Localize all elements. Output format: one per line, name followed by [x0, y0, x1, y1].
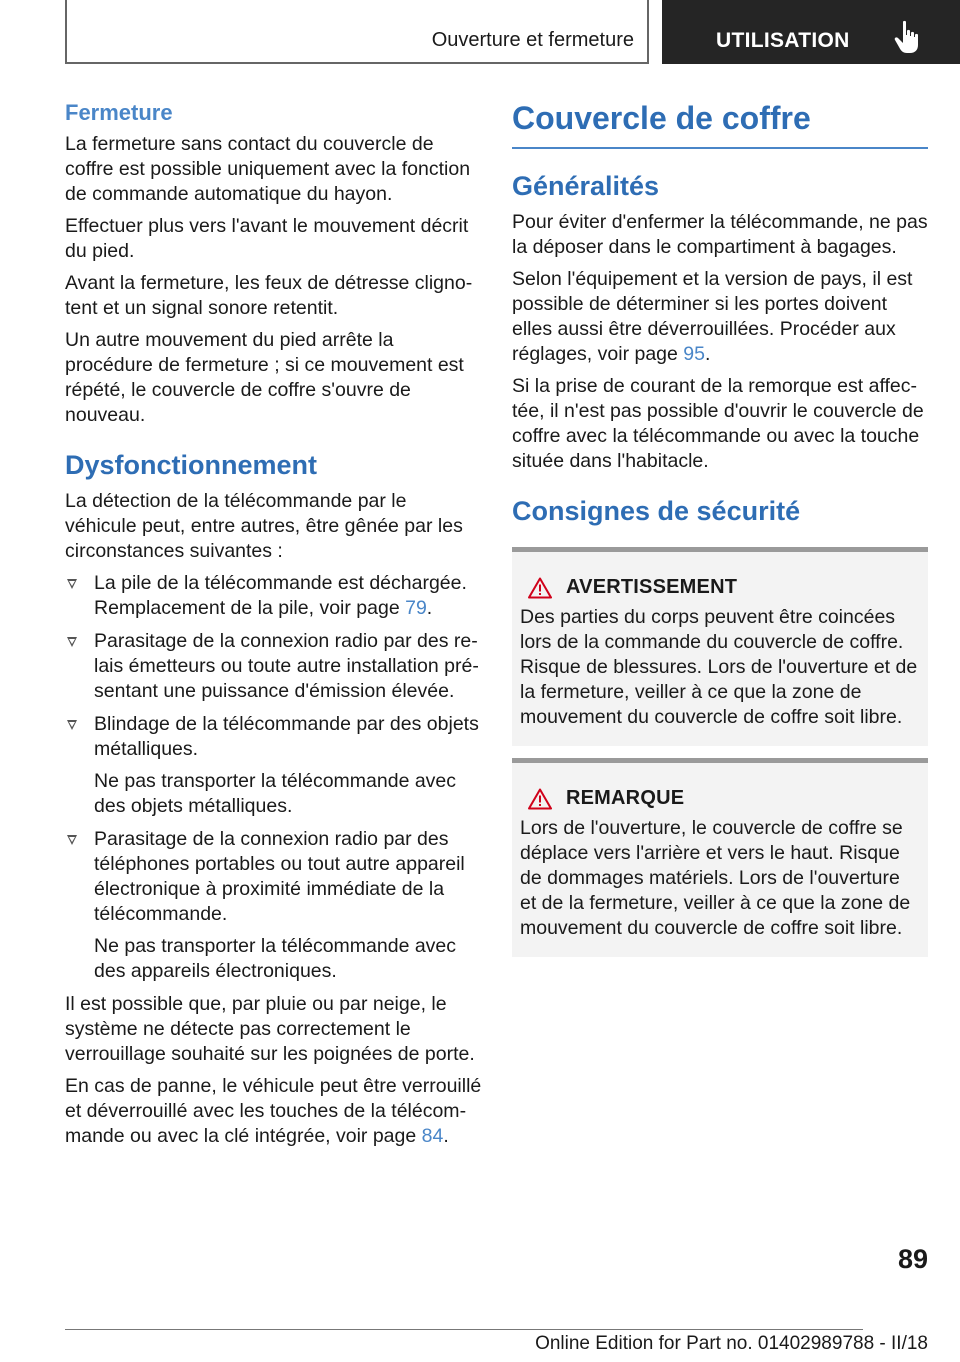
dysfonctionnement-heading: Dysfonctionnement	[65, 450, 318, 480]
fermeture-paragraph: Effectuer plus vers l'avant le mouvement décrit du pied.	[65, 215, 469, 262]
paragraph-text: Selon l'équipement et la version de pays, il est possible de déterminer si les portes doivent elles aussi être déverrouillées. Procéder aux réglages, voir page	[512, 268, 913, 365]
page-link[interactable]: 79	[405, 597, 427, 619]
list-item	[65, 571, 483, 621]
warning-box	[512, 547, 928, 746]
notice-text: Lors de l'ouverture, le couvercle de coffre se déplace vers l'arrière et vers le haut. Risque de dommages matériels. Lors de l'ouverture et de la fermeture, veiller à ce que la zone de mouvement du couvercle de coffre soit libre.	[520, 817, 911, 939]
list-item	[65, 712, 483, 819]
footer-divider	[65, 1329, 863, 1330]
warning-triangle-icon	[528, 788, 552, 810]
warning-title: AVERTISSEMENT	[566, 576, 738, 598]
right-column	[512, 100, 928, 969]
list-item-text: Parasitage de la connexion radio par des relais émetteurs ou toute autre installation présentant une puissance d'émission élevée.	[94, 630, 479, 702]
fermeture-paragraph: Un autre mouvement du pied arrête la procédure de fermeture ; si ce mouvement est répété, le couvercle de coffre s'ouvre de nouveau.	[65, 329, 464, 426]
cause-list	[65, 571, 483, 984]
notice-box	[512, 758, 928, 957]
bullet-triangle-icon	[67, 720, 77, 730]
page-link[interactable]: 84	[421, 1125, 444, 1147]
hand-pointer-icon	[894, 20, 922, 54]
generalites-paragraph: Pour éviter d'enfermer la télécommande, ne pas la déposer dans le compartiment à bagages.	[512, 211, 928, 258]
list-item	[65, 629, 483, 704]
bullet-triangle-icon	[67, 579, 77, 589]
footer-edition: Online Edition for Part no. 01402989788 - II/18	[535, 1333, 928, 1354]
generalites-heading: Généralités	[512, 171, 660, 201]
left-column	[65, 100, 483, 1156]
header-chapter-box[interactable]	[662, 0, 960, 64]
fermeture-paragraph: Avant la fermeture, les feux de détresse clignotent et un signal sonore retentit.	[65, 272, 473, 319]
bullet-triangle-icon	[67, 835, 77, 845]
notice-title: REMARQUE	[566, 787, 685, 809]
consignes-heading: Consignes de sécurité	[512, 496, 801, 526]
paragraph-text-end: .	[704, 343, 711, 365]
generalites-paragraph: Si la prise de courant de la remorque est affectée, il n'est pas possible d'ouvrir le couvercle de coffre avec la télécommande ou avec la touche située dans l'habitacle.	[512, 375, 924, 472]
page-number: 89	[897, 1244, 928, 1274]
list-item-text-end: .	[426, 597, 433, 619]
list-item	[65, 827, 483, 984]
list-item-text: Blindage de la télécommande par des objets métalliques.	[94, 713, 479, 760]
list-item-advice: Ne pas transporter la télécommande avec des objets métalliques.	[94, 770, 457, 817]
warning-triangle-icon	[528, 577, 552, 599]
paragraph-text-end: .	[443, 1125, 449, 1147]
dysfonctionnement-intro: La détection de la télécommande par le véhicule peut, entre autres, être gênée par les circonstances suivantes :	[65, 490, 463, 562]
list-item-text: La pile de la télécommande est déchargée. Remplacement de la pile, voir page	[94, 572, 467, 619]
dysfonctionnement-paragraph	[65, 1074, 483, 1149]
dysfonctionnement-paragraph: Il est possible que, par pluie ou par neige, le système ne détecte pas correctement le verrouillage souhaité sur les poignées de porte.	[65, 993, 475, 1065]
header-section-box	[65, 0, 649, 64]
header-section-title: Ouverture et fermeture	[431, 29, 634, 51]
list-item-advice: Ne pas transporter la télécommande avec des appareils électroniques.	[94, 935, 457, 982]
list-item-text: Parasitage de la connexion radio par des téléphones portables ou tout autre appareil électronique à proximité immédiate de la télécommande.	[94, 828, 465, 925]
header-chapter-title: UTILISATION	[716, 29, 850, 52]
page-link[interactable]: 95	[683, 343, 705, 365]
chapter-title: Couvercle de coffre	[512, 100, 928, 149]
fermeture-heading: Fermeture	[65, 100, 173, 125]
paragraph-text: En cas de panne, le véhicule peut être verrouillé et déverrouillé avec les touches de la télécommande ou avec la clé intégrée, voir page	[65, 1075, 482, 1147]
generalites-paragraph	[512, 267, 928, 367]
fermeture-paragraph: La fermeture sans contact du couvercle de coffre est possible uniquement avec la fonction de commande automatique du hayon.	[65, 133, 471, 205]
bullet-triangle-icon	[67, 637, 77, 647]
warning-text: Des parties du corps peuvent être coincées lors de la commande du couvercle de coffre. Risque de blessures. Lors de l'ouverture et de la fermeture, veiller à ce que la zone de mouvement du couvercle de coffre soit libre.	[520, 606, 918, 728]
